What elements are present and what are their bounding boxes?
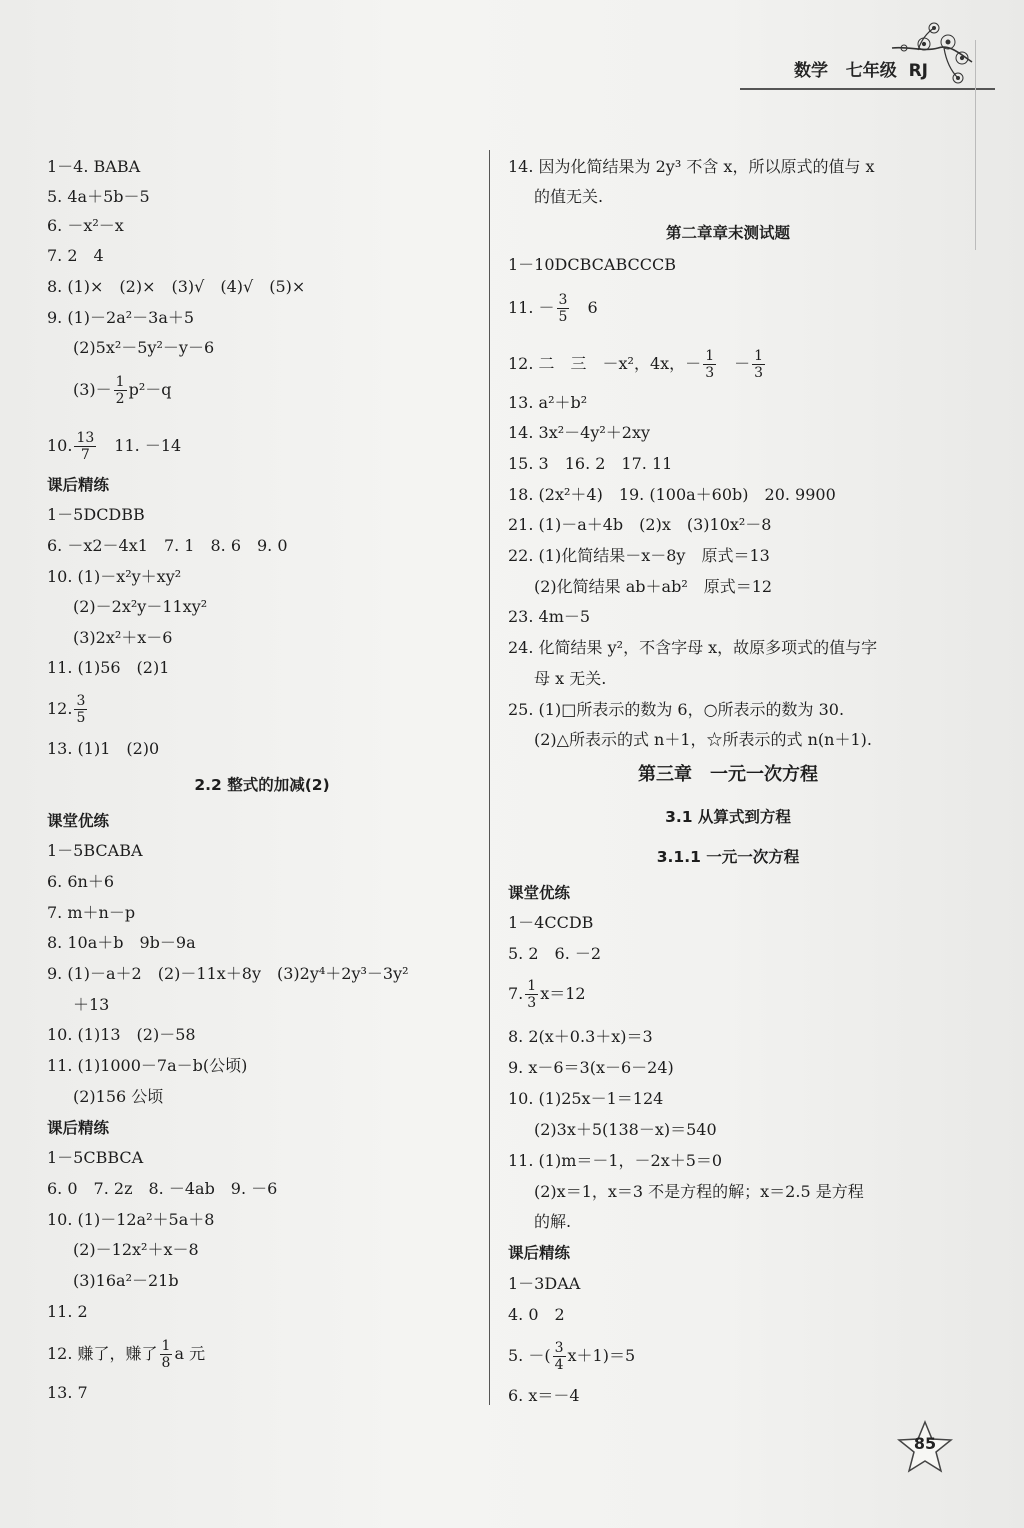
answer-line: ＋13 <box>73 995 110 1014</box>
answer-line: 13. (1)1 (2)0 <box>47 739 160 758</box>
answer-line: (2)－2x²y－11xy² <box>73 597 208 616</box>
text-part: 7. <box>508 984 524 1003</box>
denominator: 2 <box>115 391 125 407</box>
answer-line: 5. 2 6. －2 <box>508 944 602 963</box>
answer-line: 13. 7 <box>47 1383 88 1402</box>
answer-line: 6. x＝－4 <box>508 1386 580 1405</box>
denominator: 8 <box>161 1355 171 1371</box>
answer-line: 10. (1)－12a²＋5a＋8 <box>47 1210 215 1229</box>
fraction <box>703 348 716 381</box>
answer-line: 1－5BCABA <box>47 841 143 860</box>
answer-line: 22. (1)化简结果－x－8y 原式＝13 <box>508 546 770 565</box>
answer-line: 10. (1)－x²y＋xy² <box>47 567 182 586</box>
subsection-title: 3.1.1 一元一次方程 <box>656 848 800 866</box>
numerator: 1 <box>161 1338 171 1354</box>
numerator: 3 <box>558 292 568 308</box>
fraction <box>114 374 127 407</box>
answer-line: (2)156 公顷 <box>73 1087 164 1106</box>
answer-line: 母 x 无关. <box>534 669 607 688</box>
margin-rule <box>975 40 976 250</box>
fraction <box>160 1338 173 1371</box>
answer-line: 6. 0 7. 2z 8. －4ab 9. －6 <box>47 1179 278 1198</box>
answer-line: 11. (1)56 (2)1 <box>47 658 170 677</box>
answer-line: (2)3x＋5(138－x)＝540 <box>534 1120 717 1139</box>
answer-line: 13. a²＋b² <box>508 393 588 412</box>
denominator: 7 <box>80 447 90 463</box>
answer-line: 6. －x2－4x1 7. 1 8. 6 9. 0 <box>47 536 288 555</box>
fraction <box>74 693 87 726</box>
answer-line: (3)2x²＋x－6 <box>73 628 173 647</box>
answer-line: 8. 2(x＋0.3＋x)＝3 <box>508 1027 653 1046</box>
answer-line: 11. (1)m＝－1，－2x＋5＝0 <box>508 1151 723 1170</box>
answer-line: 9. x－6＝3(x－6－24) <box>508 1058 674 1077</box>
section-title: 第二章章末测试题 <box>665 224 790 242</box>
numerator: 1 <box>527 978 537 994</box>
denominator: 4 <box>554 1357 564 1373</box>
text-part: 12. 二 三 －x²，4x，－ <box>508 354 702 373</box>
text-part: 6 <box>571 298 598 317</box>
answer-line: (3)16a²－21b <box>73 1271 179 1290</box>
answer-line: (2)△所表示的式 n＋1，☆所表示的式 n(n＋1). <box>534 730 872 749</box>
section-heading: 课后精练 <box>47 1119 110 1137</box>
answer-line: 7. m＋n－p <box>47 903 136 922</box>
denominator: 3 <box>754 365 764 381</box>
header-rule <box>740 88 995 90</box>
numerator: 1 <box>754 348 764 364</box>
answer-line: 11. (1)1000－7a－b(公顷) <box>47 1056 248 1075</box>
answer-line: 11. 2 <box>47 1302 88 1321</box>
answer-line-fraction <box>508 348 767 381</box>
text-part: 11. － <box>508 298 555 317</box>
denominator: 5 <box>558 309 568 325</box>
answer-line-fraction <box>47 374 172 407</box>
text-part: 10. <box>47 436 73 455</box>
answer-line: 6. －x²－x <box>47 216 124 235</box>
answer-line: 8. (1)× (2)× (3)√ (4)√ (5)× <box>47 277 306 296</box>
text-part: x＝12 <box>540 984 586 1003</box>
answer-line: 10. (1)13 (2)－58 <box>47 1025 196 1044</box>
answer-line: 1－3DAA <box>508 1274 581 1293</box>
text-part: 12. <box>47 699 73 718</box>
text-part: － <box>718 354 751 373</box>
fraction <box>752 348 765 381</box>
section-title: 3.1 从算式到方程 <box>665 808 791 826</box>
answer-line: 1－4CCDB <box>508 913 594 932</box>
answer-line-fraction <box>508 292 598 325</box>
answer-line: 1－5DCDBB <box>47 505 145 524</box>
page-number: 85 <box>913 1434 937 1453</box>
answer-line: 1－5CBBCA <box>47 1148 144 1167</box>
answer-line: 14. 因为化简结果为 2y³ 不含 x，所以原式的值与 x <box>508 157 875 176</box>
answer-line-fraction <box>47 1338 205 1371</box>
denominator: 3 <box>527 995 537 1011</box>
answer-line-fraction <box>47 430 181 463</box>
chapter-title: 第三章 一元一次方程 <box>638 764 818 785</box>
section-title: 2.2 整式的加减(2) <box>194 776 330 794</box>
answer-line-fraction <box>47 693 89 726</box>
answer-line: 10. (1)25x－1＝124 <box>508 1089 664 1108</box>
answer-line: (2)－12x²＋x－8 <box>73 1240 199 1259</box>
text-part: (3)－ <box>73 380 112 399</box>
answer-line: 9. (1)－2a²－3a＋5 <box>47 308 195 327</box>
text-part: x＋1)＝5 <box>567 1346 636 1365</box>
header-grade: 七年级 <box>845 61 897 81</box>
answer-line: 23. 4m－5 <box>508 607 591 626</box>
answer-line: (2)化简结果 ab＋ab² 原式＝12 <box>534 577 773 596</box>
answer-line: 15. 3 16. 2 17. 11 <box>508 454 673 473</box>
numerator: 3 <box>76 693 86 709</box>
answer-line: 的值无关. <box>534 187 604 206</box>
numerator: 3 <box>554 1340 564 1356</box>
answer-line: 的解. <box>534 1212 572 1231</box>
numerator: 13 <box>76 430 95 446</box>
section-heading: 课后精练 <box>47 476 110 494</box>
header-edition: RJ <box>908 61 928 81</box>
text-part: 5. －( <box>508 1346 551 1365</box>
answer-line: (2)5x²－5y²－y－6 <box>73 338 215 357</box>
section-heading: 课堂优练 <box>508 884 571 902</box>
answer-line-fraction <box>508 978 586 1011</box>
denominator: 3 <box>705 365 715 381</box>
answer-line: 1－4. BABA <box>47 157 141 176</box>
answer-line: 8. 10a＋b 9b－9a <box>47 933 196 952</box>
fraction <box>557 292 570 325</box>
denominator: 5 <box>76 710 86 726</box>
text-part: 12. 赚了，赚了 <box>47 1344 158 1363</box>
answer-line: 9. (1)－a＋2 (2)－11x＋8y (3)2y⁴＋2y³－3y² <box>47 964 409 983</box>
numerator: 1 <box>705 348 715 364</box>
fraction <box>553 1340 566 1373</box>
column-divider <box>489 150 490 1405</box>
numerator: 1 <box>115 374 125 390</box>
page-number-badge <box>895 1420 955 1476</box>
section-heading: 课堂优练 <box>47 812 110 830</box>
text-part: 11. －14 <box>98 436 182 455</box>
answer-line: 21. (1)－a＋4b (2)x (3)10x²－8 <box>508 515 772 534</box>
header-subject: 数学 <box>793 61 828 81</box>
answer-line: 7. 2 4 <box>47 246 104 265</box>
answer-line: 4. 0 2 <box>508 1305 565 1324</box>
fraction <box>74 430 96 463</box>
answer-line: 18. (2x²＋4) 19. (100a＋60b) 20. 9900 <box>508 485 836 504</box>
header-subject-grade <box>794 56 928 81</box>
text-part: p²－q <box>128 380 172 399</box>
answer-line: (2)x＝1，x＝3 不是方程的解；x＝2.5 是方程 <box>534 1182 864 1201</box>
section-heading: 课后精练 <box>508 1244 571 1262</box>
answer-line: 5. 4a＋5b－5 <box>47 187 150 206</box>
text-part: a 元 <box>174 1344 206 1363</box>
answer-line: 6. 6n＋6 <box>47 872 115 891</box>
answer-line: 14. 3x²－4y²＋2xy <box>508 423 651 442</box>
answer-line: 24. 化简结果 y²，不含字母 x，故原多项式的值与字 <box>508 638 878 657</box>
answer-line: 1－10DCBCABCCCB <box>508 255 677 274</box>
answer-line: 25. (1)□所表示的数为 6，○所表示的数为 30. <box>508 700 845 719</box>
fraction <box>525 978 538 1011</box>
answer-line-fraction <box>508 1340 635 1373</box>
